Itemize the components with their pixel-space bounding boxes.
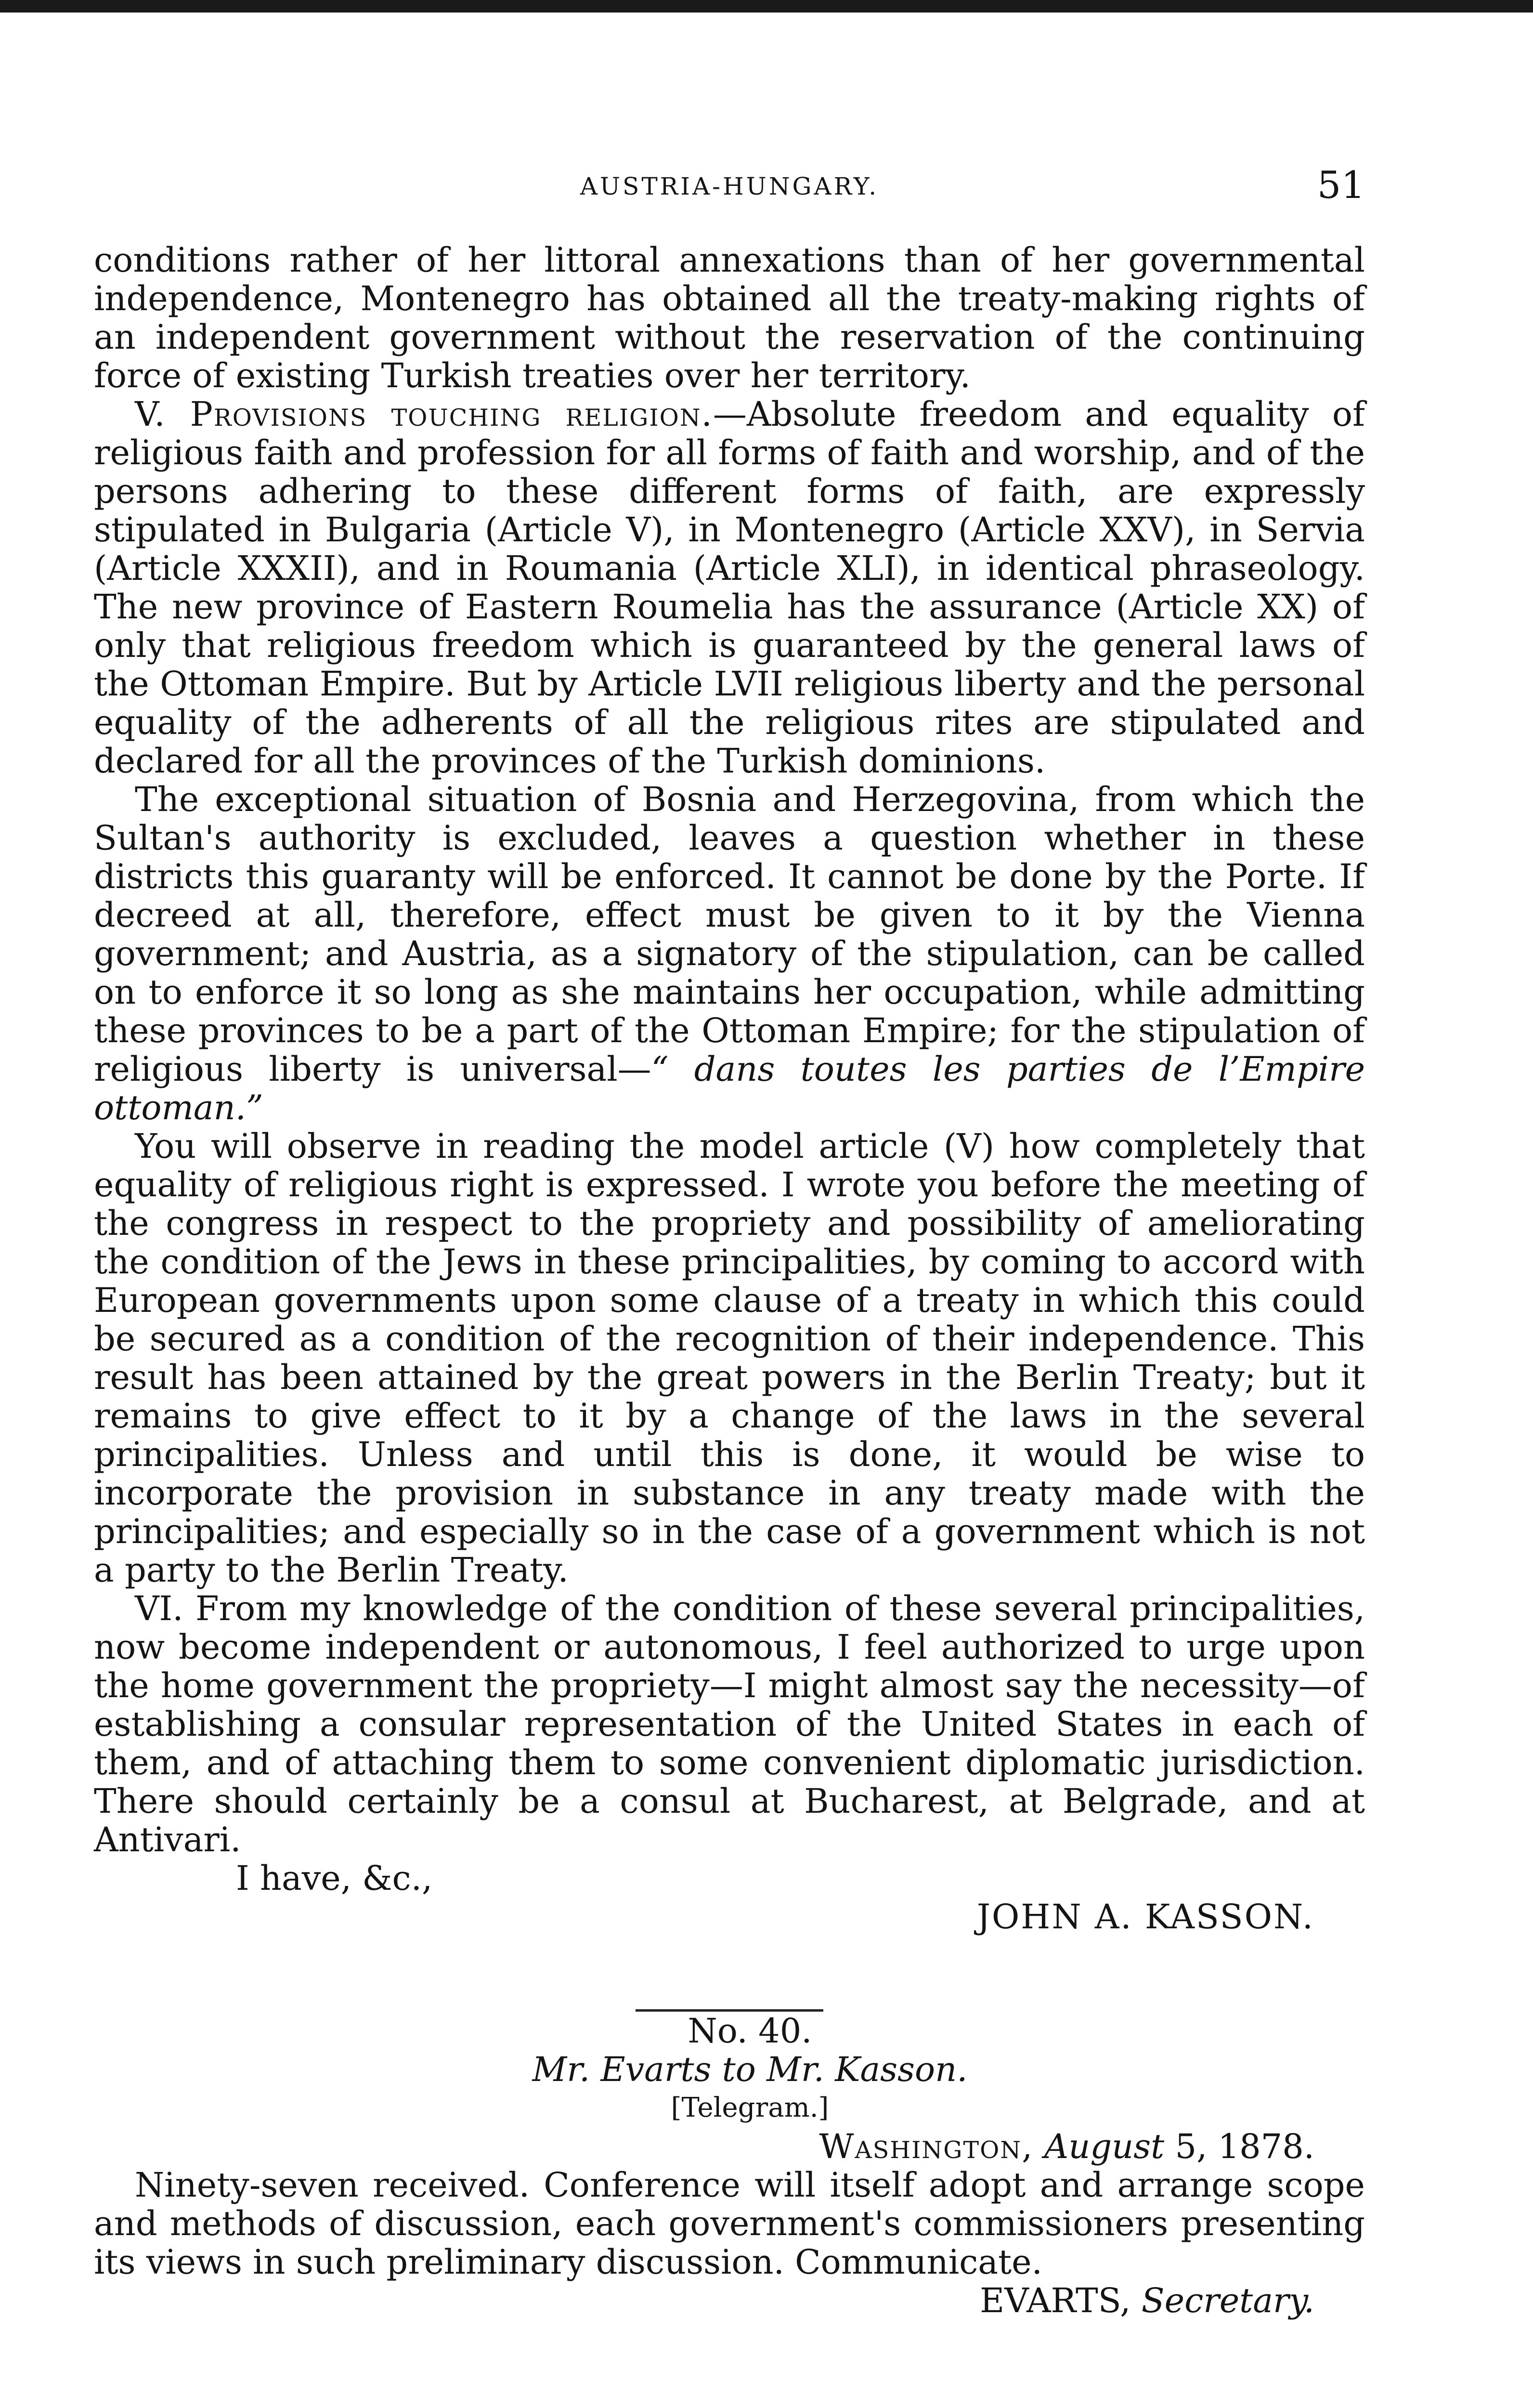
paragraph-bosnia-text: The exceptional situation of Bosnia and Herzegovina, from which the Sultan's authority is excluded, leaves a question whether in these districts this guaranty will be enforced. It cannot be done by the Porte. If decreed at all, therefore, effect must be given to it by the Vienna government; and Austria, as a signatory of the stipulation, can be called on to enforce it so long as she maintains her occupation, while admitting these provinces to be a part of the Ottoman Empire; for the stipulation of religious liberty is universal— <box>94 780 1365 1089</box>
paragraph-religion <box>94 395 1365 780</box>
telegram-body: Ninety-seven received. Conference will itself adopt and arrange scope and methods of discussion, each government's commissioners presenting its views in such preliminary discussion. Communicate. <box>94 2165 1365 2282</box>
page-header <box>94 164 1365 217</box>
document-number: No. 40. <box>688 2011 812 2051</box>
top-edge-rule <box>0 0 1533 13</box>
letter-closing: I have, &c., <box>236 1858 433 1898</box>
dateline-place: Washington, <box>819 2127 1034 2166</box>
paragraph-bosnia <box>94 780 1365 1127</box>
paragraph-continuation: conditions rather of her littoral annexations than of her governmental independence, Montenegro has obtained all the treaty-making rights of an independent government without the reservation of the continuing force of existing Turkish treaties over her territory. <box>94 240 1365 395</box>
signer-name: EVARTS, <box>980 2281 1131 2320</box>
body-text <box>94 241 1365 2320</box>
running-head: AUSTRIA-HUNGARY. <box>580 172 879 200</box>
signature-kasson: JOHN A. KASSON. <box>976 1897 1314 1937</box>
signature-evarts <box>94 2281 1365 2320</box>
document-title: Mr. Evarts to Mr. Kasson. <box>532 2050 968 2089</box>
paragraph-consular: VI. From my knowledge of the condition of these several principalities, now become independent or autonomous, I feel authorized to urge upon the home government the propriety—I might almost say the necessity—of establishing a consular representation of the United States in each of them, and of attaching them to some convenient diplomatic jurisdiction. There should certainly be a consul at Bucharest, at Belgrade, and at Antivari. <box>94 1589 1365 1859</box>
section-heading-religion: V. Provisions touching religion. <box>135 394 713 434</box>
page-number: 51 <box>1317 164 1365 207</box>
dateline <box>94 2127 1365 2166</box>
paragraph-model-article: You will observe in reading the model article (V) how completely that equality of religious right is expressed. I wrote you before the meeting of the congress in respect to the propriety and possibility of ameliorating the condition of the Jews in these principalities, by coming to accord with European governments upon some clause of a treaty in which this could be secured as a condition of the recognition of their independence. This result has been attained by the great powers in the Berlin Treaty; but it remains to give effect to it by a change of the laws in the several principalities. Unless and until this is done, it would be wise to incorporate the provision in substance in any treaty made with the principalities; and especially so in the case of a government which is not a party to the Berlin Treaty. <box>94 1126 1365 1590</box>
document-type: [Telegram.] <box>671 2092 829 2123</box>
dateline-month: August <box>1044 2127 1165 2166</box>
dateline-day-year: 5, 1878. <box>1175 2127 1314 2166</box>
paragraph-religion-text: —Absolute freedom and equality of religious faith and profession for all forms of faith and worship, and of the persons adhering to these different forms of faith, are expressly stipulated in Bulgaria (Article V), in Montenegro (Article XXV), in Servia (Article XXXII), and in Roumania (Article XLI), in identical phraseology. The new province of Eastern Roumelia has the assurance (Article XX) of only that religious freedom which is guaranteed by the general laws of the Ottoman Empire. But by Article LVII religious liberty and the personal equality of the adherents of all the religious rites are stipulated and declared for all the provinces of the Turkish dominions. <box>94 394 1365 781</box>
signer-title: Secretary. <box>1141 2281 1314 2320</box>
french-quotation: “ dans toutes les parties de l’Empire ottoman.” <box>94 1049 1365 1127</box>
